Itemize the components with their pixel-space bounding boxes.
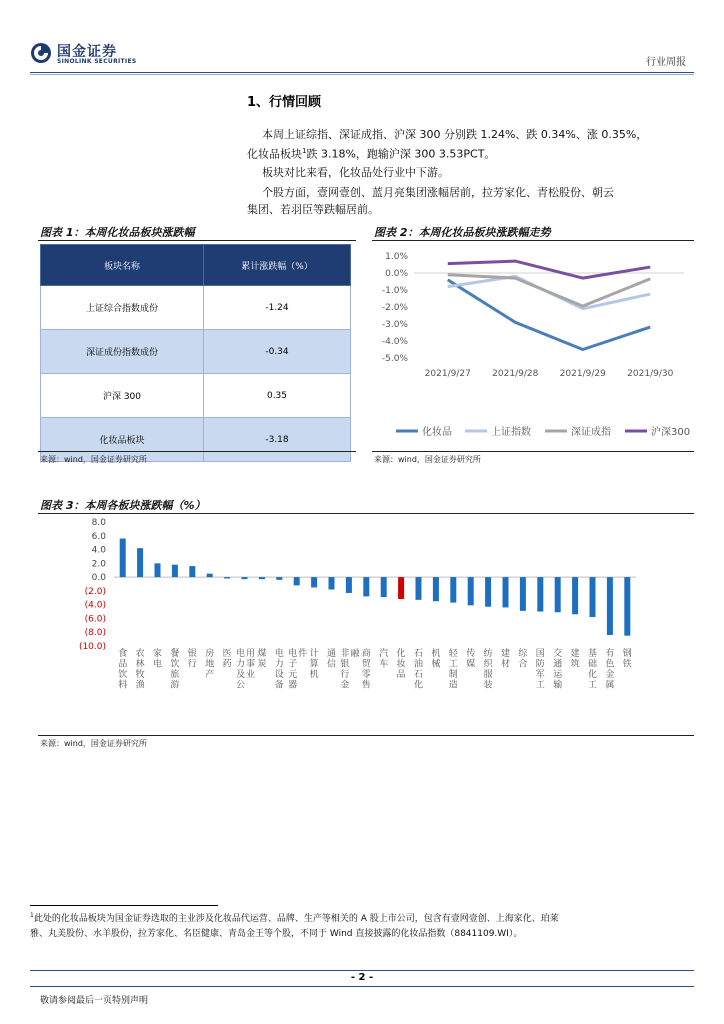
x-tick-label: 有色金属: [605, 649, 615, 691]
x-tick-label: 2021/9/29: [559, 369, 606, 379]
legend-label: 沪深300: [651, 427, 691, 438]
legend-label: 深证成指: [571, 427, 611, 438]
figure-3-source: 来源：wind，国金证券研究所: [40, 739, 147, 748]
y-tick-label: 0.0: [91, 573, 106, 584]
bar: [624, 577, 630, 636]
footer-rule: [30, 970, 694, 971]
bar: [468, 577, 474, 605]
x-tick-label: 电力及公用事业: [235, 649, 256, 691]
x-tick-label: 化妆品: [396, 649, 406, 680]
bar: [590, 577, 596, 617]
footnote-line-2: 雅、丸美股份、水羊股份，拉芳家化、名臣健康、青岛金王等个股，不同于 Wind 直接披露的化妆品指数（8841109.WI）。: [30, 929, 523, 939]
table-row: [41, 374, 351, 418]
bar: [346, 577, 352, 593]
x-tick-label: 轻工制造: [448, 649, 458, 691]
x-tick-label: 钢铁: [622, 649, 632, 670]
y-tick-label: 1.0%: [385, 252, 408, 262]
paragraph-2: 板块对比来看，化妆品处行业中下游。: [262, 166, 449, 179]
figure-3-caption-rule: [38, 513, 694, 514]
table-cell: 化妆品板块: [41, 418, 204, 462]
y-tick-label: 4.0: [91, 545, 106, 556]
x-tick-label: 机械: [431, 649, 441, 670]
line-chart: [372, 244, 694, 450]
table-cell: 深证成份指数成份: [41, 330, 204, 374]
y-tick-label: 0.0%: [385, 269, 408, 279]
y-tick-label: 6.0: [91, 531, 106, 542]
y-tick-label: -2.0%: [381, 303, 408, 313]
x-tick-label: 电子元器件: [288, 649, 308, 691]
footnote-rule: [30, 905, 218, 906]
figure-1-caption-rule: [38, 240, 356, 241]
header-rule-thin: [30, 74, 694, 75]
bar: [381, 577, 387, 597]
x-tick-label: 通信: [326, 649, 337, 670]
bar: [259, 577, 265, 579]
table-cell: -3.18: [204, 418, 351, 462]
y-tick-label: (2.0): [84, 586, 106, 597]
paragraph-3-line-2: 集团、若羽臣等跌幅居前。: [247, 203, 379, 216]
figure-1-source: 来源：wind，国金证券研究所: [40, 455, 147, 464]
bar-chart: [38, 515, 694, 733]
bar: [294, 577, 300, 585]
table-row: [41, 286, 351, 330]
y-tick-label: (10.0): [78, 642, 106, 652]
x-tick-label: 汽车: [379, 649, 389, 670]
bar: [363, 577, 369, 596]
x-tick-label: 医药: [222, 649, 232, 670]
x-tick-label: 农林牧渔: [135, 649, 145, 691]
paragraph-3-line-1: 个股方面，壹网壹创、蓝月亮集团涨幅居前，拉芳家化、青松股份、朝云: [262, 186, 614, 199]
x-tick-label: 综合: [518, 649, 528, 670]
bar: [155, 563, 161, 577]
table-row: [41, 330, 351, 374]
y-tick-label: -3.0%: [381, 320, 408, 330]
x-tick-label: 2021/9/28: [492, 369, 539, 379]
figure-3-source-rule: [38, 735, 694, 736]
x-tick-label: 商贸零售: [361, 649, 371, 691]
figure-3-caption: 图表 3：本周各板块涨跌幅（%）: [40, 499, 206, 512]
x-tick-label: 2021/9/27: [424, 369, 471, 379]
bar: [172, 565, 178, 577]
x-tick-label: 建材: [500, 649, 511, 670]
bar: [503, 577, 509, 607]
sinolink-logo-icon: [30, 42, 52, 64]
table-header-row: [41, 245, 351, 286]
sector-change-table: [40, 244, 351, 462]
bar: [207, 574, 213, 577]
bar: [311, 577, 317, 587]
bar: [276, 577, 282, 580]
paragraph-1-line-1: 本周上证综指、深证成指、沪深 300 分别跌 1.24%、跌 0.34%、涨 0.35%，: [262, 128, 648, 141]
x-tick-label: 传媒: [466, 649, 476, 670]
y-tick-label: (6.0): [84, 614, 106, 625]
figure-2-source-rule: [372, 451, 694, 452]
legend-label: 化妆品: [422, 427, 452, 438]
table-cell: -1.24: [204, 286, 351, 330]
figure-2-caption-rule: [372, 240, 694, 241]
x-tick-label: 石油石化: [413, 649, 424, 691]
footnote: [30, 908, 680, 942]
bar: [537, 577, 543, 611]
bar: [416, 577, 422, 600]
bar: [329, 577, 335, 589]
bar: [242, 577, 248, 579]
x-tick-label: 国防军工: [535, 649, 545, 691]
figure-1-caption: 图表 1：本周化妆品板块涨跌幅: [40, 226, 195, 239]
table-cell: -0.34: [204, 330, 351, 374]
x-tick-label: 煤炭: [257, 649, 267, 670]
figure-2-source: 来源：wind，国金证券研究所: [374, 455, 481, 464]
bar: [224, 577, 230, 578]
y-tick-label: -1.0%: [381, 286, 408, 296]
table-header-cell: 板块名称: [41, 245, 204, 286]
x-tick-label: 餐饮旅游: [170, 649, 180, 691]
x-tick-label: 电力设备: [274, 649, 284, 691]
bar: [189, 566, 195, 577]
logo-text-cn: 国金证券: [57, 44, 117, 60]
bar: [120, 539, 126, 578]
header-rule: [30, 72, 694, 73]
bar: [398, 577, 404, 599]
figure-1-source-rule: [38, 451, 356, 452]
bar: [607, 577, 613, 635]
x-tick-label: 非银行金融: [340, 649, 360, 691]
x-tick-label: 交通运输: [553, 649, 563, 691]
y-tick-label: 2.0: [91, 559, 106, 570]
legend-label: 上证指数: [491, 427, 531, 438]
x-tick-label: 基础化工: [587, 649, 598, 691]
x-tick-label: 建筑: [570, 649, 580, 670]
bar: [137, 548, 143, 577]
table-cell: 沪深 300: [41, 374, 204, 418]
paragraph-1-line-2: 化妆品板块$^1$跌 3.18%，跑输沪深 300 3.53PCT。: [247, 147, 496, 161]
bar: [450, 577, 456, 602]
x-tick-label: 2021/9/30: [627, 369, 674, 379]
footer-disclaimer: 敬请参阅最后一页特别声明: [40, 996, 149, 1006]
section-title: 1、行情回顾: [247, 95, 322, 110]
document-type: 行业周报: [646, 57, 686, 68]
bar: [555, 577, 561, 612]
table-header-cell: 累计涨跌幅（%）: [204, 245, 351, 286]
bar: [572, 577, 578, 614]
y-tick-label: 8.0: [91, 518, 106, 528]
page-number: - 2 -: [350, 972, 374, 983]
x-tick-label: 家电: [152, 649, 163, 670]
y-tick-label: -4.0%: [381, 337, 408, 347]
figure-2-caption: 图表 2：本周化妆品板块涨跌幅走势: [374, 226, 551, 239]
bar: [520, 577, 526, 611]
y-tick-label: (4.0): [84, 600, 106, 611]
x-tick-label: 纺织服装: [483, 649, 493, 691]
bar: [485, 577, 491, 607]
x-tick-label: 食品饮料: [118, 649, 128, 691]
y-tick-label: -5.0%: [381, 354, 408, 364]
footnote-line-1: $^1$此处的化妆品板块为国金证券选取的主业涉及化妆品代运营、品牌、生产等相关的 A 股上市公司，包含有壹网壹创、上海家化、珀莱: [30, 912, 559, 924]
x-tick-label: 房地产: [205, 649, 215, 680]
y-tick-label: (8.0): [84, 628, 106, 639]
x-tick-label: 银行: [187, 649, 197, 670]
table-cell: 0.35: [204, 374, 351, 418]
footer-rule-lower: [30, 986, 694, 987]
table-cell: 上证综合指数成份: [41, 286, 204, 330]
x-tick-label: 计算机: [309, 649, 319, 680]
bar: [433, 577, 439, 601]
logo-text-en: SINOLINK SECURITIES: [57, 58, 137, 65]
